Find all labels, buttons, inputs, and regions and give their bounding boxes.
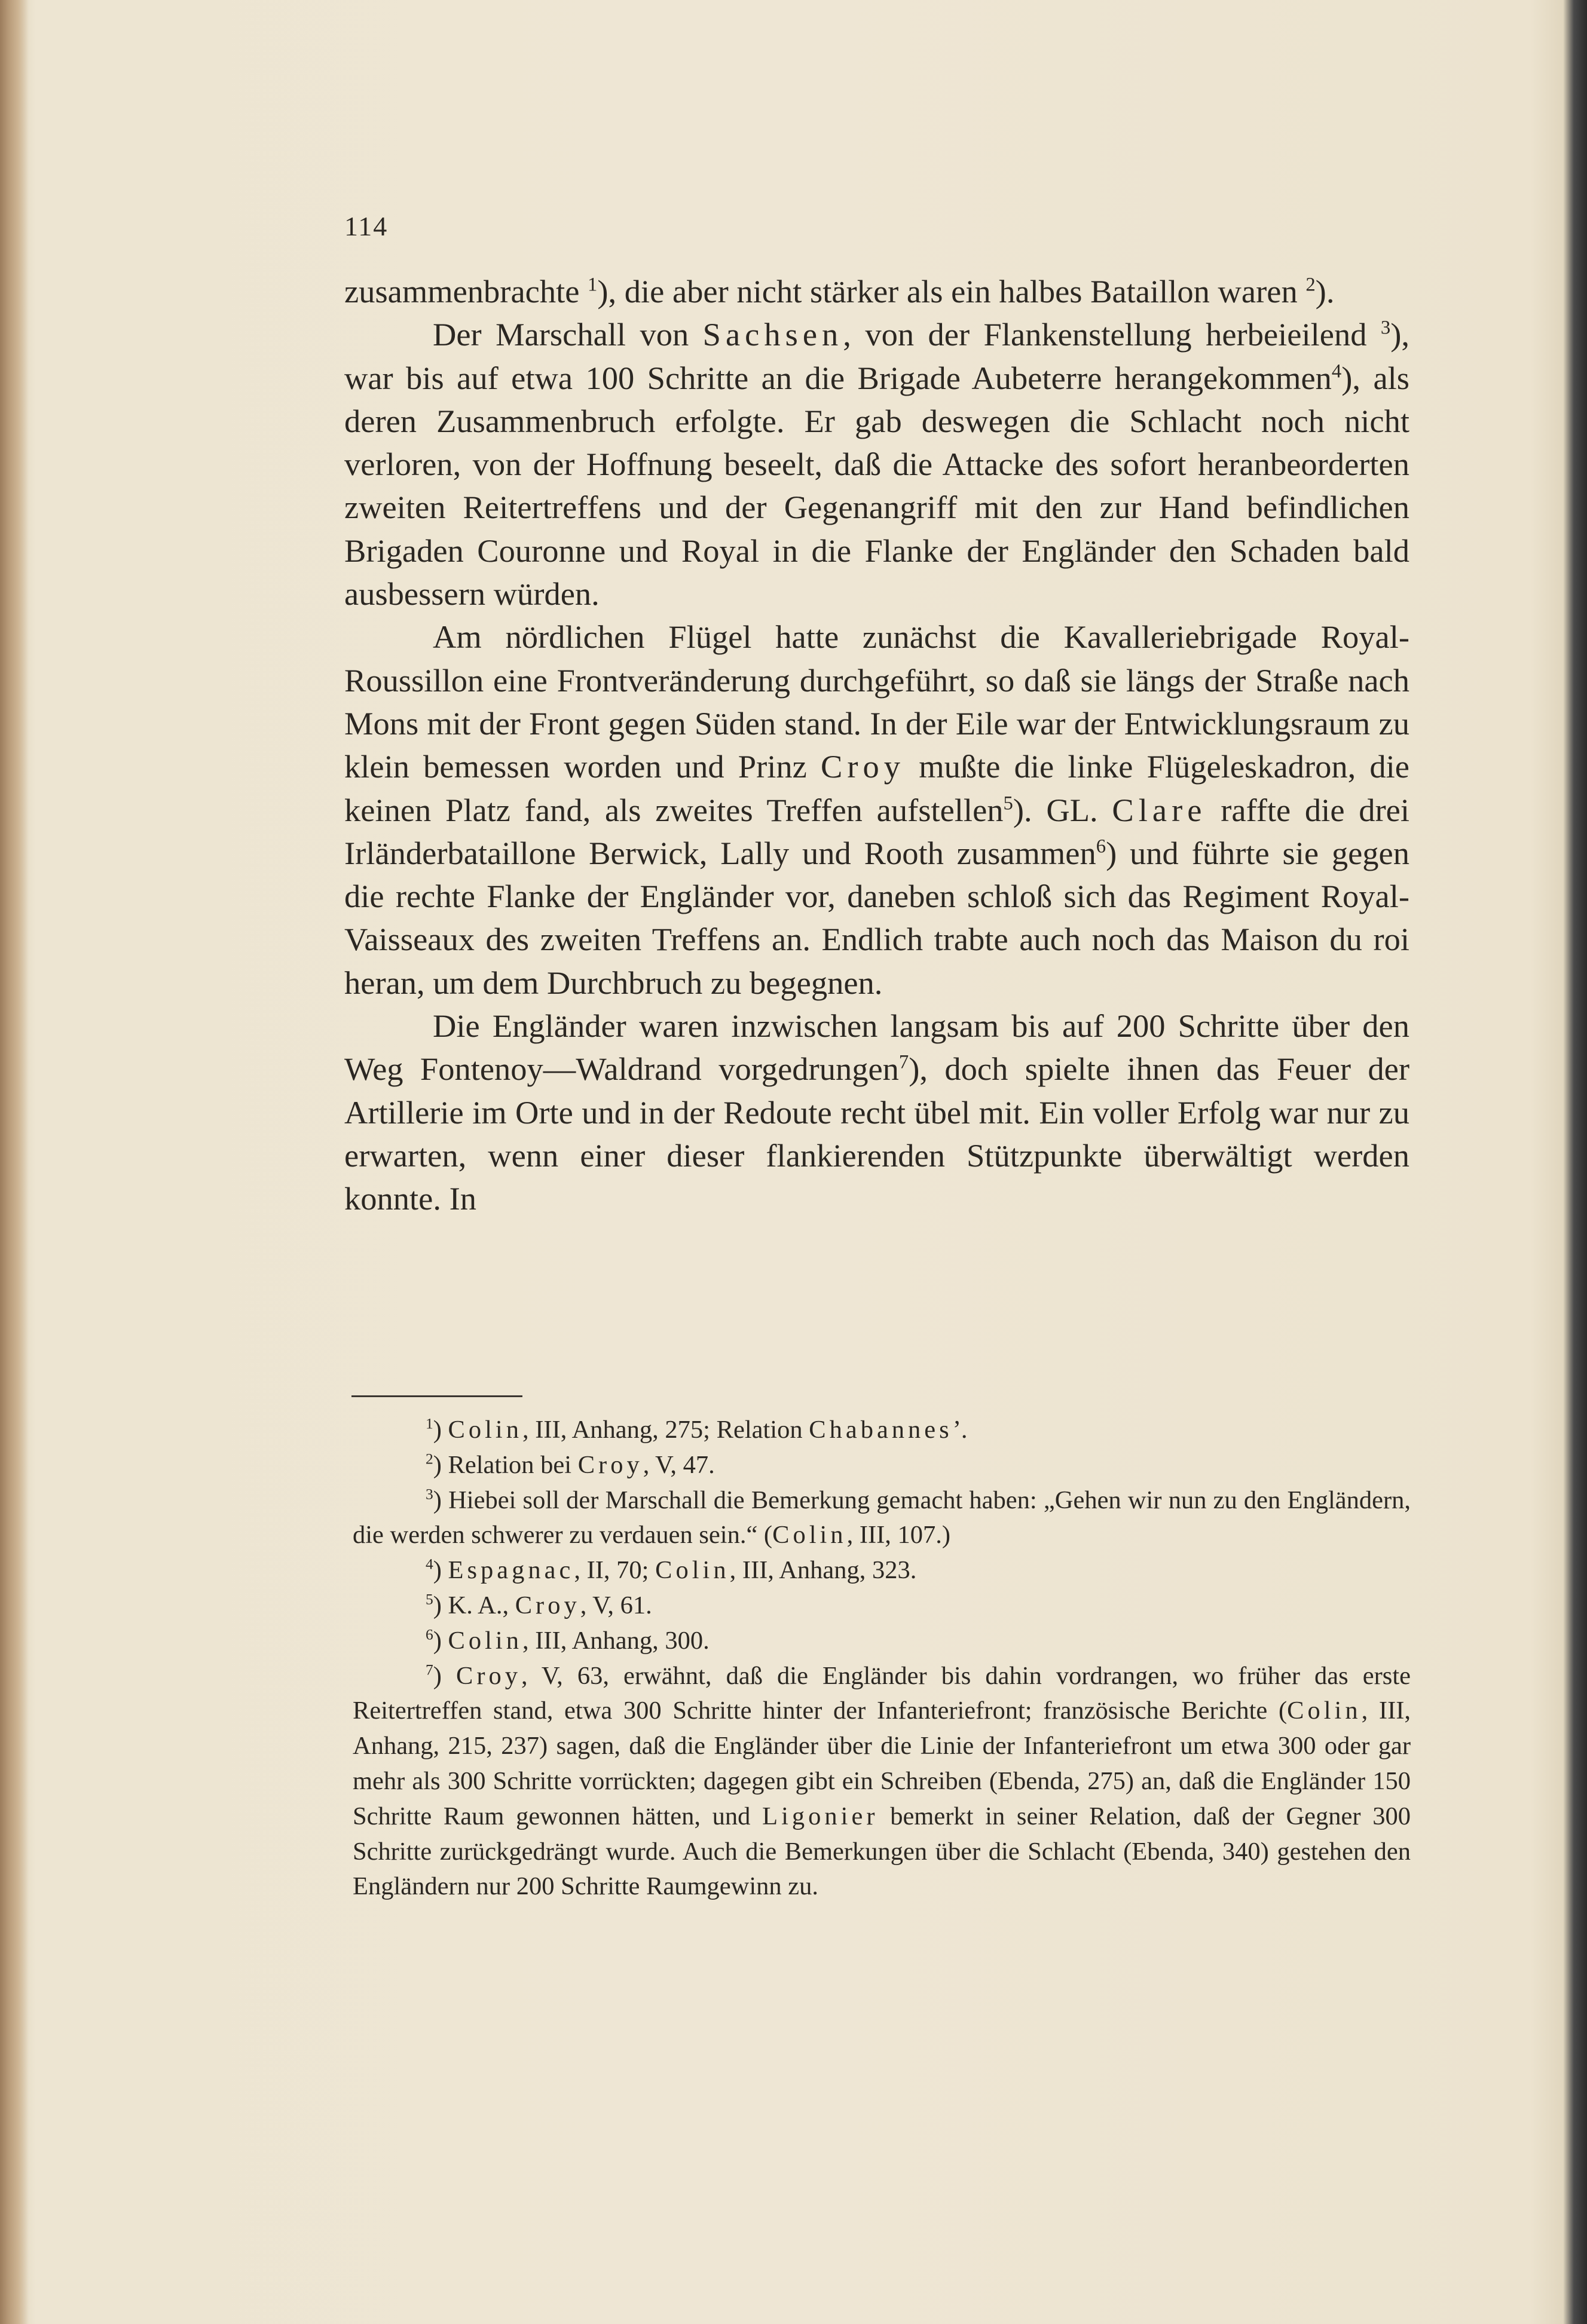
text-run: Die Engländer waren inzwischen langsam bis auf 200 Schritte über den Weg Fontenoy—Waldrand vorgedrungen <box>344 1008 1409 1088</box>
text-run: ), als deren Zusammenbruch erfolgte. Er gab deswegen die Schlacht noch nicht verloren, von der Hoffnung beseelt, daß die Attacke des sofort heranbeorderten zweiten Reitertreffens und der Gegenangriff mit den zur Hand befindlichen Brigaden Couronne und Royal in die Flanke der Engländer den Schaden bald ausbessern würden. <box>344 359 1409 613</box>
text-run: , III, 107.) <box>846 1521 951 1550</box>
text-run: Hiebei soll der Marschall die Bemerkung gemacht haben: „Gehen wir nun zu den Engländern, die werden schwerer zu verdauen sein.“ ( <box>353 1486 1411 1550</box>
footnote <box>353 1588 1411 1624</box>
text-run: ) und führte sie gegen die rechte Flanke der Engländer vor, daneben schloß sich das Regiment Royal-Vaisseaux des zweiten Treffens an. Endlich trabte auch noch das Maison du roi heran, um dem Durchbruch zu begegnen. <box>344 834 1409 1001</box>
text-run: K. A., <box>448 1591 515 1619</box>
page-number: 114 <box>344 211 389 241</box>
footnote-marker-paren: ) <box>433 1661 456 1690</box>
spaced-name: Sachsen <box>702 316 843 353</box>
footnote-marker: 4 <box>426 1555 433 1573</box>
paragraph <box>344 616 1409 1005</box>
spaced-name: Clare <box>1112 791 1207 828</box>
footnote-reference: 3 <box>1380 317 1391 339</box>
footnote-reference: 7 <box>898 1051 909 1073</box>
footnote-marker: 2 <box>426 1450 433 1468</box>
footnote-marker: 3 <box>426 1485 433 1503</box>
text-run: , III, Anhang, 215, 237) sagen, daß die Engländer über die Linie der Infanteriefront um etwa 300 oder gar mehr als 300 Schritte vorrückten; dagegen gibt ein Schreiben (Ebenda, 275) an, daß die Engländer 150 Schritte Raum gewonnen hätten, und <box>353 1697 1411 1830</box>
footnote-reference: 5 <box>1003 792 1013 814</box>
text-run: , II, 70; <box>574 1556 656 1585</box>
footnote-separator <box>351 1395 522 1397</box>
paragraph <box>344 313 1409 616</box>
spaced-name: Colin <box>772 1521 847 1550</box>
footnote <box>353 1413 1411 1448</box>
footnote-marker-paren: ) <box>433 1626 448 1655</box>
footnote-marker-paren: ) <box>433 1556 448 1585</box>
spaced-name: Espagnac <box>448 1556 574 1585</box>
footnote-reference: 1 <box>588 274 598 296</box>
footnote-reference: 6 <box>1096 835 1106 858</box>
text-run: ). GL. <box>1013 791 1112 828</box>
footnote-reference: 4 <box>1331 360 1342 382</box>
spaced-name: Croy <box>455 1661 521 1690</box>
footnote-marker: 5 <box>426 1590 433 1608</box>
spaced-name: Croy <box>515 1591 580 1619</box>
footnote-reference: 2 <box>1305 274 1316 296</box>
spaced-name: Colin <box>655 1556 730 1585</box>
footnote-marker-paren: ) <box>433 1591 448 1619</box>
text-run: raffte die drei Irländerbataillone Berwick, Lally und Rooth zusammen <box>344 791 1409 871</box>
paragraph <box>344 270 1409 313</box>
spaced-name: Chabannes <box>809 1416 953 1444</box>
page-binding-edge <box>0 0 29 2324</box>
text-run: , III, Anhang, 300. <box>522 1626 710 1655</box>
footnote <box>353 1553 1411 1588</box>
text-run: ’. <box>952 1416 968 1444</box>
footnote-marker: 1 <box>426 1414 433 1432</box>
paragraph <box>344 1005 1409 1220</box>
text-run: ), war bis auf etwa 100 Schritte an die Brigade Aubeterre herangekommen <box>344 316 1410 396</box>
text-run: Am nördlichen Flügel hatte zunächst die Kavalleriebrigade Royal-Roussillon eine Frontveränderung durchgeführt, so daß sie längs der Straße nach Mons mit der Front gegen Süden stand. In der Eile war der Entwicklungsraum zu klein bemessen worden und Prinz <box>344 618 1409 785</box>
spaced-name: Ligonier <box>762 1802 879 1830</box>
text-run: , V, 61. <box>580 1591 652 1619</box>
main-text <box>344 270 1409 1221</box>
text-run: , III, Anhang, 323. <box>729 1556 917 1585</box>
spaced-name: Colin <box>1287 1697 1362 1725</box>
text-run: , von der Flankenstellung herbeieilend <box>843 316 1381 353</box>
page-outer-edge <box>1563 0 1587 2324</box>
footnote-marker: 7 <box>426 1661 433 1679</box>
text-run: ), doch spielte ihnen das Feuer der Artillerie im Orte und in der Redoute recht übel mit. Ein voller Erfolg war nur zu erwarten, wenn einer dieser flankierenden Stützpunkte überwältigt werden konnte. In <box>344 1051 1409 1217</box>
text-run: Der Marschall von <box>433 316 703 353</box>
footnote-marker-paren: ) <box>433 1486 449 1514</box>
text-run: , V, 63, erwähnt, daß die Engländer bis dahin vordrangen, wo früher das erste Reitertreffen stand, etwa 300 Schritte hinter der Infanteriefront; französische Berichte ( <box>353 1661 1411 1725</box>
text-run: ). <box>1315 273 1335 310</box>
text-run: , V, 47. <box>643 1450 715 1479</box>
footnote-marker: 6 <box>426 1625 433 1643</box>
footnote <box>353 1624 1411 1659</box>
text-run: bemerkt in seiner Relation, daß der Gegner 300 Schritte zurückgedrängt wurde. Auch die Bemerkungen über die Schlacht (Ebenda, 340) gestehen den Engländern nur 200 Schritte Raumgewinn zu. <box>353 1802 1411 1901</box>
footnote <box>353 1659 1411 1905</box>
footnote <box>353 1483 1411 1554</box>
spaced-name: Croy <box>577 1450 643 1479</box>
spaced-name: Colin <box>448 1626 522 1655</box>
text-run: zusammenbrachte <box>344 273 588 310</box>
text-run: mußte die linke Flügeleskadron, die keinen Platz fand, als zweites Treffen aufstellen <box>344 748 1409 828</box>
text-run: Relation bei <box>448 1450 578 1479</box>
footnote <box>353 1448 1411 1483</box>
text-run: , III, Anhang, 275; Relation <box>522 1416 809 1444</box>
footnote-marker-paren: ) <box>433 1450 448 1479</box>
footnote-marker-paren: ) <box>433 1416 448 1444</box>
spaced-name: Colin <box>448 1416 522 1444</box>
footnotes <box>353 1413 1411 1904</box>
text-run: ), die aber nicht stärker als ein halbes Bataillon waren <box>597 273 1306 310</box>
spaced-name: Croy <box>821 748 906 785</box>
